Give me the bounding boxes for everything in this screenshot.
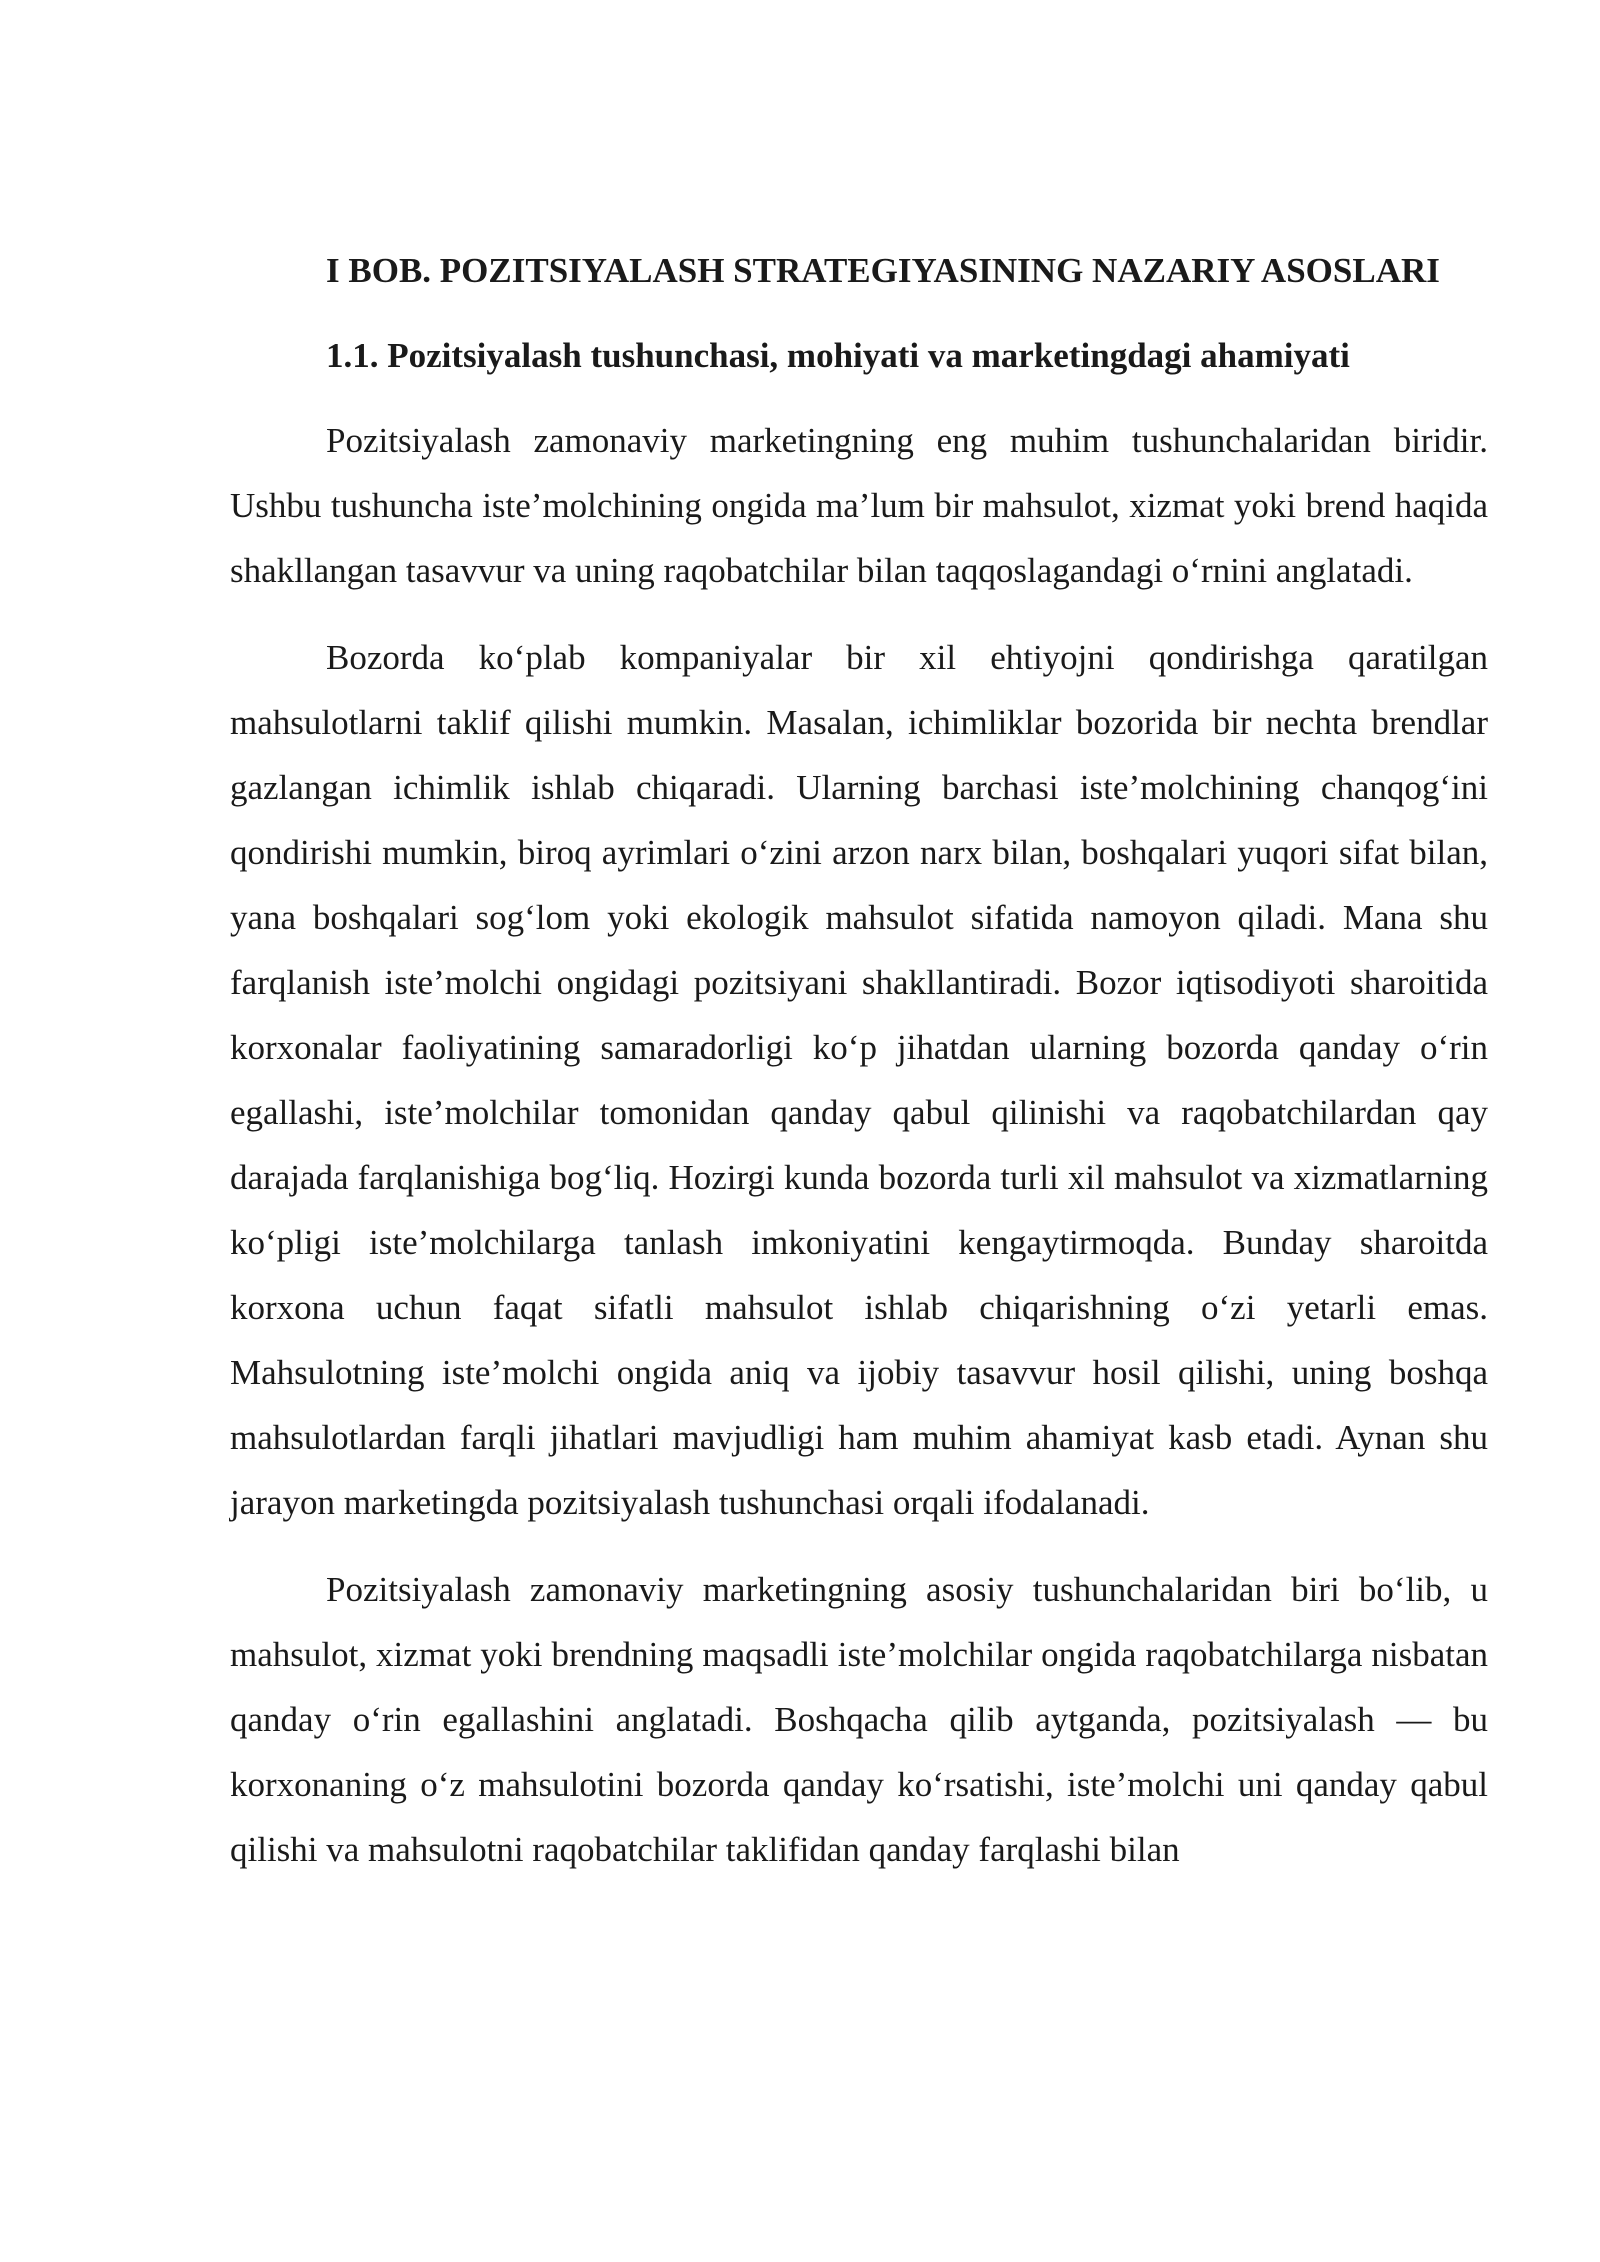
paragraph-2: Bozorda ko‘plab kompaniyalar bir xil ehtiyojni qondirishga qaratilgan mahsulotlarni taklif qilishi mumkin. Masalan, ichimliklar bozorida bir nechta brendlar gazlangan ichimlik ishlab chiqaradi. Ularning barchasi iste’molchining chanqog‘ini qondirishi mumkin, biroq ayrimlari o‘zini arzon narx bilan, boshqalari yuqori sifat bilan, yana boshqalari sog‘lom yoki ekologik mahsulot sifatida namoyon qiladi. Mana shu farqlanish iste’molchi ongidagi pozitsiyani shakllantiradi. Bozor iqtisodiyoti sharoitida korxonalar faoliyatining samaradorligi ko‘p jihatdan ularning bozorda qanday o‘rin egallashi, iste’molchilar tomonidan qanday qabul qilinishi va raqobatchilardan qay darajada farqlanishiga bog‘liq. Hozirgi kunda bozorda turli xil mahsulot va xizmatlarning ko‘pligi iste’molchilarga tanlash imkoniyatini kengaytirmoqda. Bunday sharoitda korxona uchun faqat sifatli mahsulot ishlab chiqarishning o‘zi yetarli emas. Mahsulotning iste’molchi ongida aniq va ijobiy tasavvur hosil qilishi, uning boshqa mahsulotlardan farqli jihatlari mavjudligi ham muhim ahamiyat kasb etadi. Aynan shu jarayon marketingda pozitsiyalash tushunchasi orqali ifodalanadi. — [230, 638, 1488, 1522]
paragraph-3: Pozitsiyalash zamonaviy marketingning asosiy tushunchalaridan biri bo‘lib, u mahsulot, xizmat yoki brendning maqsadli iste’molchilar ongida raqobatchilarga nisbatan qanday o‘rin egallashini anglatadi. Boshqacha qilib aytganda, pozitsiyalash — bu korxonaning o‘z mahsulotini bozorda qanday ko‘rsatishi, iste’molchi uni qanday qabul qilishi va mahsulotni raqobatchilar taklifidan qanday farqlashi bilan — [230, 1570, 1488, 1869]
document-page — [230, 238, 1488, 1904]
paragraph-1: Pozitsiyalash zamonaviy marketingning eng muhim tushunchalaridan biridir. Ushbu tushuncha iste’molchining ongida ma’lum bir mahsulot, xizmat yoki brend haqida shakllangan tasavvur va uning raqobatchilar bilan taqqoslagandagi o‘rnini anglatadi. — [230, 421, 1488, 590]
chapter-title: I BOB. POZITSIYALASH STRATEGIYASINING NAZARIY ASOSLARI — [326, 251, 1440, 290]
section-title: 1.1. Pozitsiyalash tushunchasi, mohiyati va marketingdagi ahamiyati — [326, 336, 1350, 375]
